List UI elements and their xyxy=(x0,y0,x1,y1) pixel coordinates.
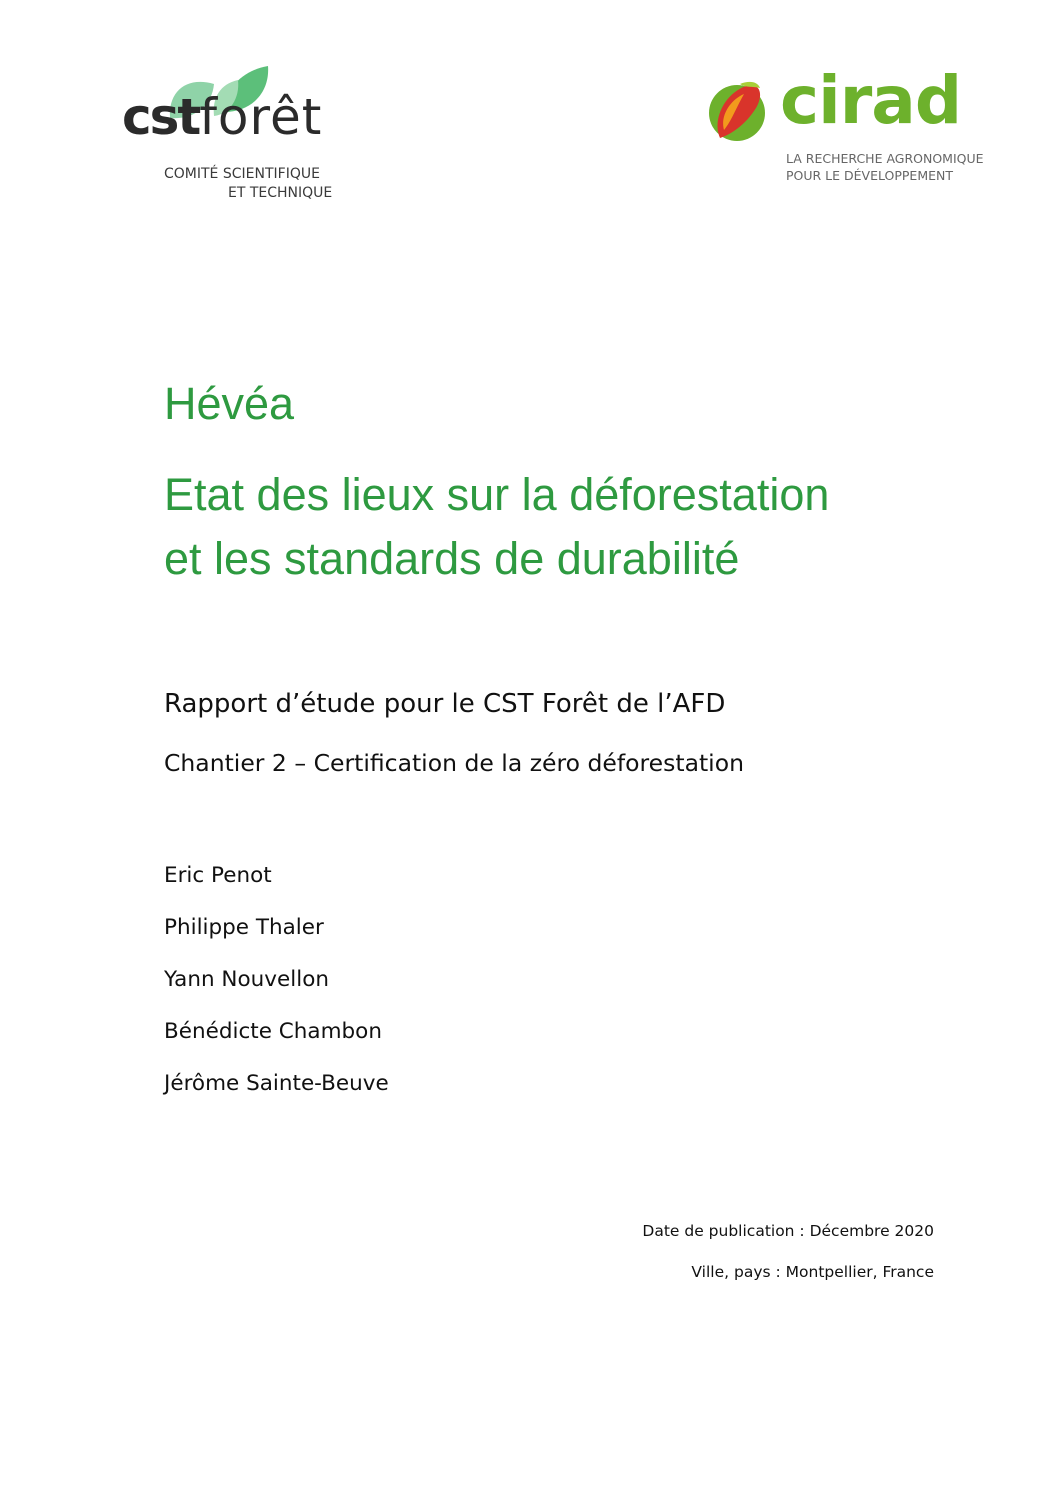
cirad-emblem-icon xyxy=(706,80,768,142)
cirad-subtitle-line1: LA RECHERCHE AGRONOMIQUE xyxy=(786,151,984,166)
publication-date: Date de publication : Décembre 2020 xyxy=(642,1222,934,1240)
author-item: Yann Nouvellon xyxy=(164,967,329,992)
cirad-subtitle-line2: POUR LE DÉVELOPPEMENT xyxy=(786,168,953,183)
report-label: Rapport d’étude pour le CST Forêt de l’AFD xyxy=(164,689,726,719)
author-list xyxy=(164,860,389,1120)
publication-meta xyxy=(642,1218,934,1300)
subtitle-line1: Etat des lieux sur la déforestation xyxy=(164,469,830,520)
cst-subtitle-line1: COMITÉ SCIENTIFIQUE xyxy=(164,166,320,182)
document-title: Hévéa xyxy=(164,378,295,429)
cirad-logo xyxy=(706,62,996,194)
document-subtitle xyxy=(164,463,1024,591)
subtitle-line2: et les standards de durabilité xyxy=(164,532,740,584)
author-item: Eric Penot xyxy=(164,863,272,888)
author-item: Bénédicte Chambon xyxy=(164,1019,382,1044)
author-item: Jérôme Sainte-Beuve xyxy=(164,1071,389,1096)
cst-foret-wordmark xyxy=(122,88,323,146)
cst-subtitle-line2: ET TECHNIQUE xyxy=(228,185,333,201)
cst-word: cst xyxy=(122,88,200,146)
publication-place: Ville, pays : Montpellier, France xyxy=(691,1263,934,1281)
author-item: Philippe Thaler xyxy=(164,915,324,940)
cst-foret-logo xyxy=(122,62,392,207)
chantier-label: Chantier 2 – Certification de la zéro déforestation xyxy=(164,749,744,777)
foret-word: forêt xyxy=(199,88,323,146)
cirad-wordmark: cirad xyxy=(780,62,962,139)
